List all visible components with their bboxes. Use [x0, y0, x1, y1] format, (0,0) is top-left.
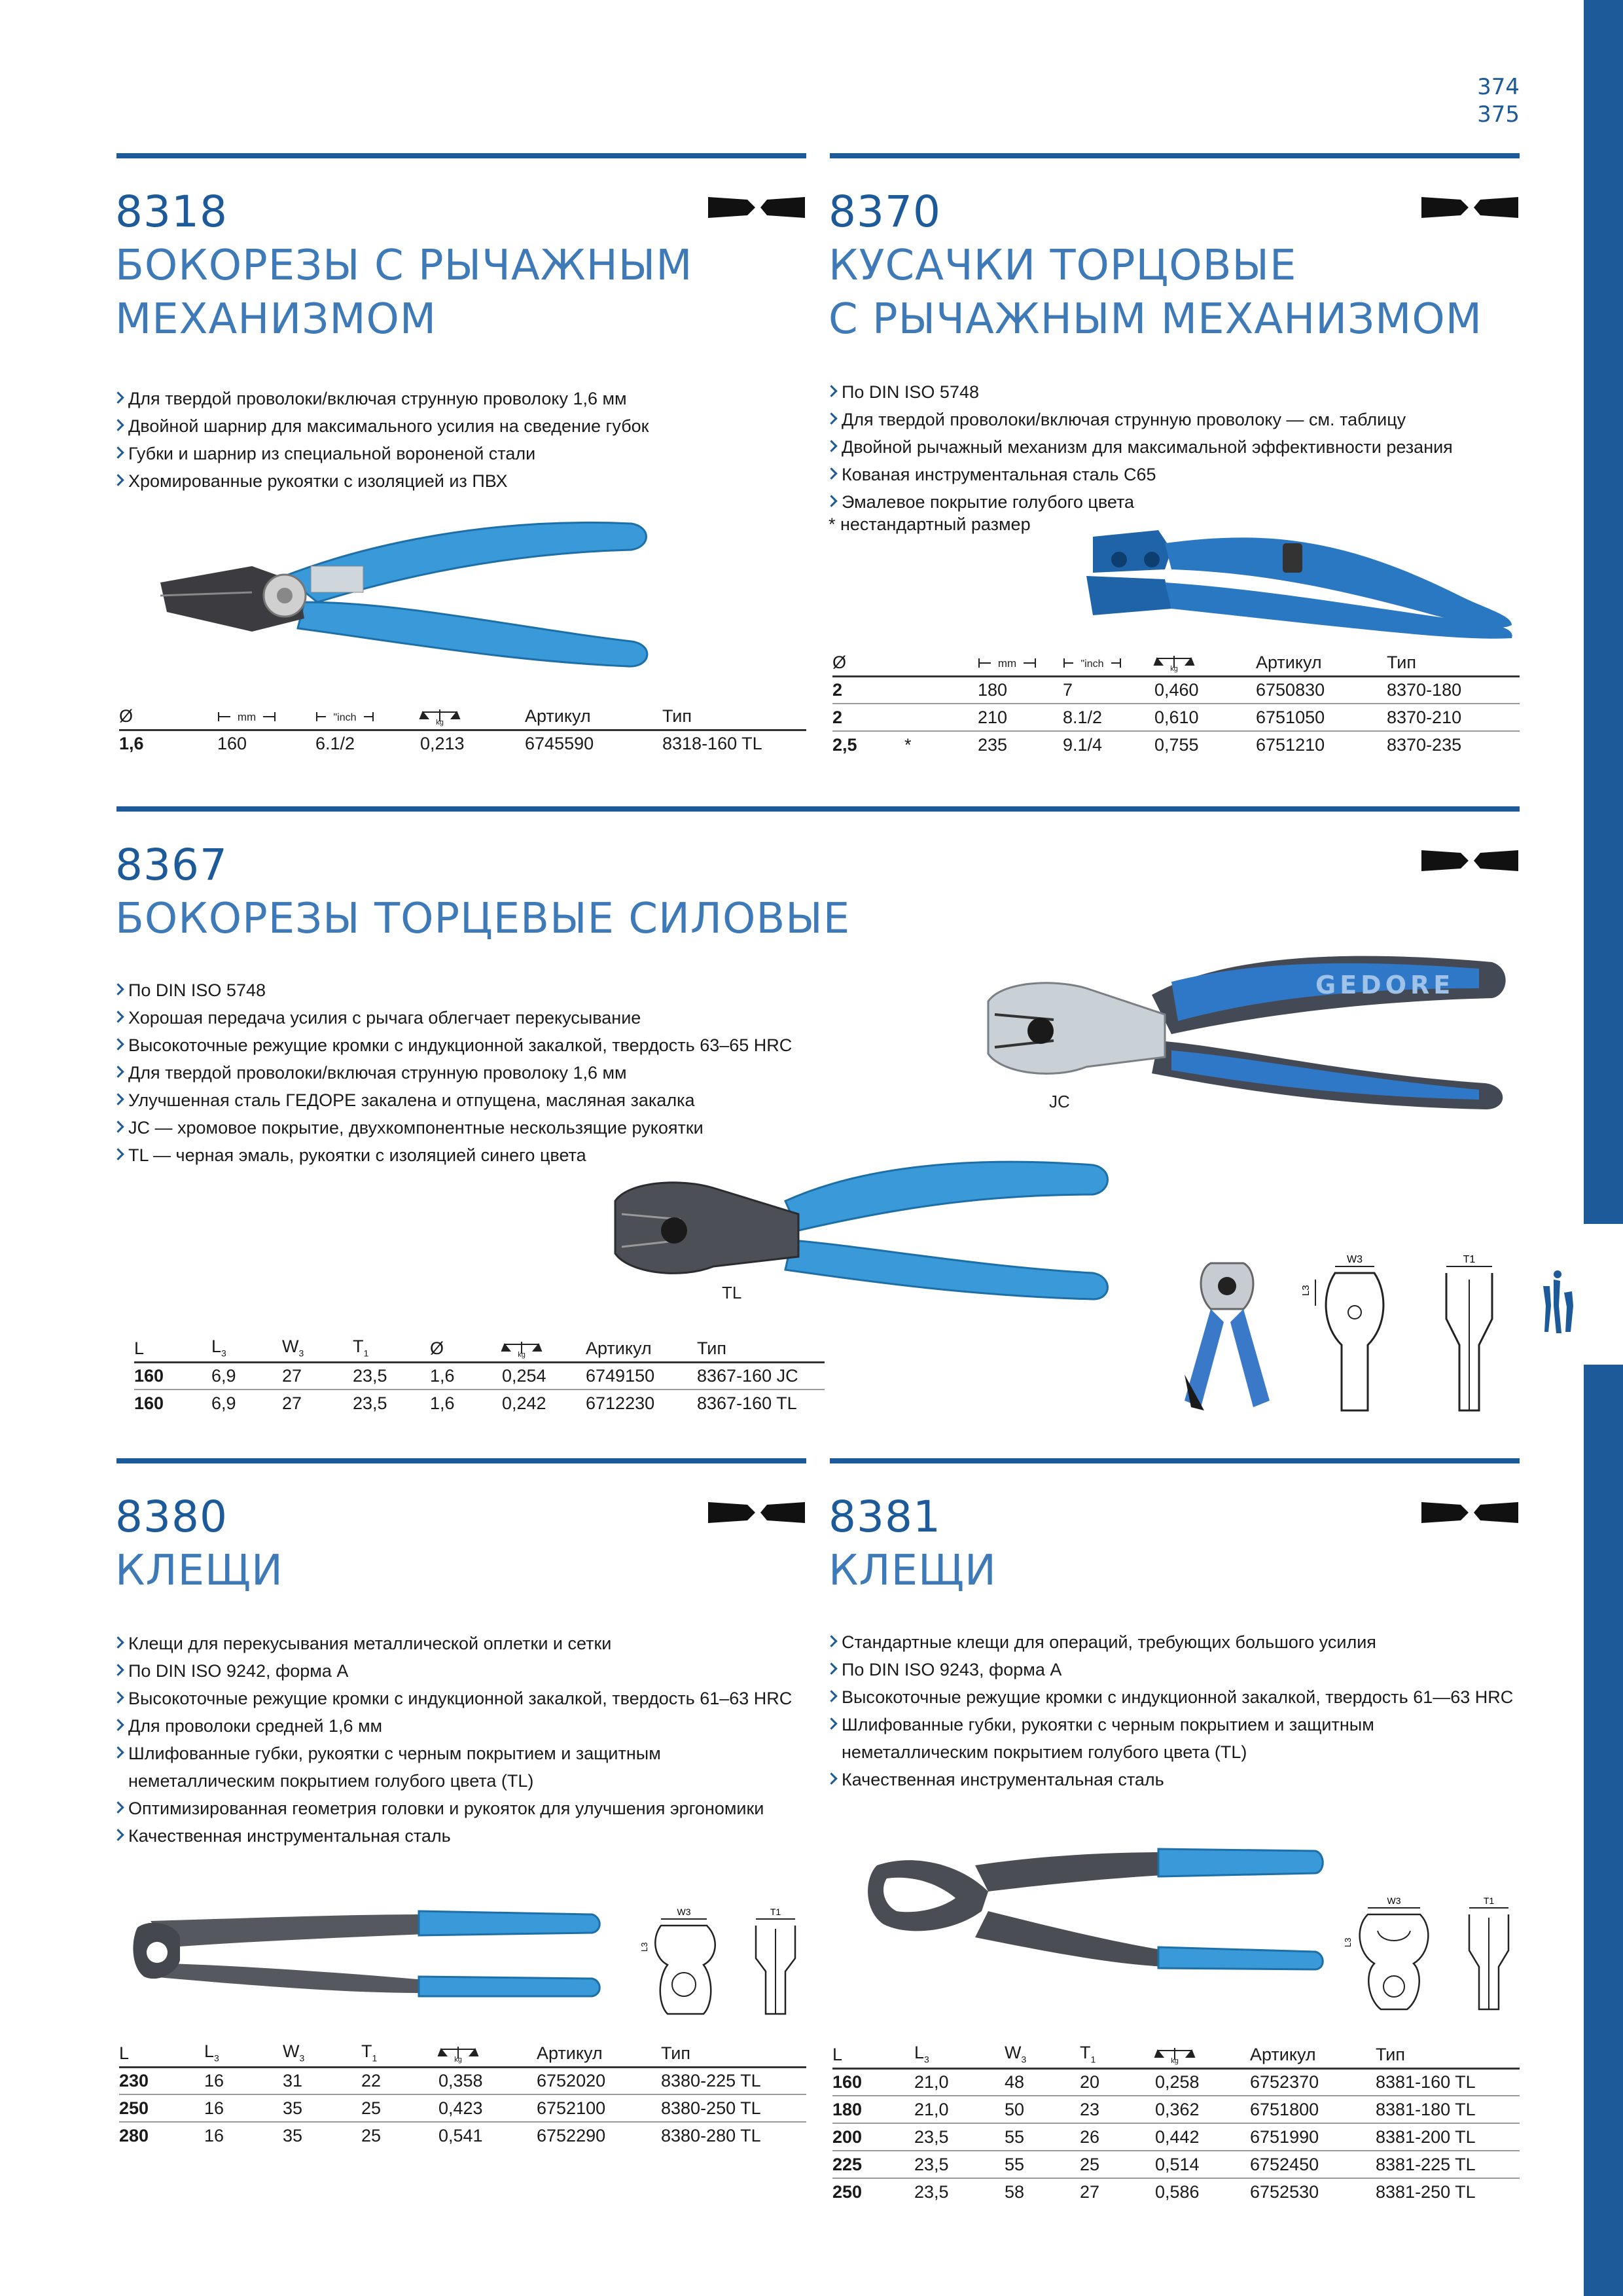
table-header [134, 1336, 825, 1362]
side-cut-icon [708, 194, 805, 221]
page-number-left: 374 [1477, 74, 1520, 100]
section-rule-8318 [116, 153, 806, 158]
cell: 58 [1005, 2182, 1025, 2202]
spec-table-8370 [832, 650, 1520, 759]
cell: 6752450 [1250, 2151, 1376, 2178]
cell: 0,213 [420, 734, 465, 754]
dim-label-w3: W3 [1387, 1895, 1401, 1906]
table-row [832, 2068, 1520, 2096]
end-cut-icon [1421, 194, 1518, 221]
cell: 2 [832, 704, 904, 731]
variant-label-tl: TL [722, 1283, 742, 1302]
table-row [119, 2122, 806, 2149]
page-number-right: 375 [1477, 101, 1520, 128]
cell: 31 [283, 2067, 361, 2094]
dim-label-t1: T1 [1483, 1895, 1495, 1906]
col-header-length-inch [315, 704, 420, 730]
dim-label-t1: T1 [770, 1907, 781, 1917]
cell: 0,514 [1155, 2151, 1250, 2178]
title-line-1: КУСАЧКИ ТОРЦОВЫЕ [829, 242, 1297, 290]
col-header-weight [438, 2041, 537, 2067]
unit-kg-label: kg [1171, 2057, 1179, 2066]
inch-length-icon [1063, 656, 1122, 670]
end-cut-icon [1421, 1499, 1518, 1526]
cell [904, 676, 978, 704]
product-title-8370 [829, 239, 1482, 346]
tool-detail-photo-8367 [1171, 1257, 1283, 1414]
cell: 0,442 [1155, 2123, 1250, 2151]
col-header-type: Тип [661, 2041, 806, 2067]
tool-image-8381 [857, 1839, 1329, 1970]
cell: 7 [1063, 676, 1154, 704]
header-text: W [1005, 2043, 1022, 2063]
cell: 6.1/2 [315, 734, 355, 754]
cell: 0,254 [502, 1362, 586, 1390]
spec-table-8381 [832, 2042, 1520, 2206]
feature-list-8367 [113, 977, 963, 1169]
table-row [832, 676, 1520, 704]
table-header [119, 2041, 806, 2067]
mm-length-icon [978, 656, 1037, 670]
cell: 8381-180 TL [1376, 2096, 1520, 2123]
feature-item: Высокоточные режущие кромки с индукционной закалкой, твердость 61–63 HRC [113, 1685, 806, 1712]
col-header-L3 [211, 1336, 282, 1362]
cell: 8318-160 TL [662, 734, 762, 754]
feature-item: Клещи для перекусывания металлической оплетки и сетки [113, 1630, 806, 1657]
cell: 20 [1080, 2068, 1155, 2096]
cell [904, 704, 978, 731]
cell: 26 [1080, 2123, 1155, 2151]
product-title-8318 [115, 239, 692, 346]
brand-text: GEDORE [1315, 971, 1455, 999]
feature-list-8370 [826, 378, 1520, 516]
cell: 0,242 [502, 1393, 546, 1413]
spec-table-8380 [119, 2041, 806, 2149]
dim-label-w3: W3 [677, 1907, 691, 1917]
col-header-type: Тип [1376, 2042, 1520, 2068]
kg-scale-icon [502, 1340, 541, 1357]
unit-kg-label: kg [1170, 665, 1178, 673]
cell: 200 [832, 2123, 914, 2151]
cell: 8367-160 TL [697, 1393, 797, 1413]
product-title-8367: БОКОРЕЗЫ ТОРЦЕВЫЕ СИЛОВЫЕ [115, 895, 851, 943]
header-text: T [361, 2041, 372, 2062]
dim-label-t1: T1 [1463, 1254, 1476, 1265]
cell: 6749150 [586, 1362, 697, 1390]
table-row [134, 1362, 825, 1390]
cell: 27 [282, 1393, 302, 1413]
cell: 210 [978, 704, 1063, 731]
table-row [832, 2151, 1520, 2178]
cell: 8381-225 TL [1376, 2151, 1520, 2178]
feature-item: По DIN ISO 5748 [113, 977, 963, 1004]
unit-kg-label: kg [454, 2056, 462, 2064]
end-cut-icon [708, 1499, 805, 1526]
cell: * [904, 735, 912, 755]
table-row [832, 2096, 1520, 2123]
dimension-drawing-front-8367 [1302, 1253, 1407, 1417]
table-row [119, 730, 806, 757]
cell: 48 [1005, 2068, 1080, 2096]
cell: 6752530 [1250, 2182, 1319, 2202]
table-row [832, 2178, 1520, 2206]
header-sub: 1 [1090, 2054, 1096, 2065]
feature-item: По DIN ISO 9243, форма A [826, 1656, 1520, 1683]
feature-item: Хромированные рукоятки с изоляцией из ПВХ [113, 467, 806, 495]
cell: 16 [204, 2094, 283, 2122]
cell: 27 [1080, 2182, 1100, 2202]
col-header-article: Артикул [1250, 2042, 1376, 2068]
col-header-length-mm [217, 704, 315, 730]
col-header-article: Артикул [586, 1336, 697, 1362]
header-sub: 3 [924, 2054, 929, 2065]
feature-item: Хорошая передача усилия с рычага облегчает перекусывание [113, 1004, 963, 1031]
mm-length-icon [217, 709, 276, 724]
col-header-L: L [832, 2042, 914, 2068]
header-text: L [204, 2041, 215, 2062]
feature-item: Губки и шарнир из специальной вороненой стали [113, 440, 806, 467]
sidebar-band-top [1584, 0, 1623, 1224]
cell: 25 [1080, 2151, 1155, 2178]
header-text: W [283, 2041, 300, 2062]
feature-item: Для твердой проволоки/включая струнную проволоку 1,6 мм [113, 385, 806, 412]
col-header-length-mm [978, 650, 1063, 676]
inch-length-icon [315, 709, 374, 724]
cell: 230 [119, 2067, 204, 2094]
feature-item: Улучшенная сталь ГЕДОРЕ закалена и отпущена, масляная закалка [113, 1086, 963, 1114]
dimension-drawing-side-8367 [1433, 1253, 1505, 1417]
header-text: T [353, 1336, 364, 1357]
cell: 160 [832, 2068, 914, 2096]
header-sub: 1 [372, 2053, 378, 2064]
section-rule-8381 [830, 1458, 1520, 1463]
cell: 8370-210 [1387, 704, 1520, 731]
cell: 6,9 [211, 1393, 236, 1413]
col-header-L3 [204, 2041, 283, 2067]
cell: 1,6 [430, 1362, 502, 1390]
feature-item: Качественная инструментальная сталь [113, 1822, 806, 1850]
cell: 225 [832, 2151, 914, 2178]
dimension-drawing-side-8380 [746, 1906, 805, 2017]
cell: 22 [361, 2067, 438, 2094]
cell: 250 [832, 2182, 863, 2202]
col-header-type: Тип [1387, 650, 1520, 676]
cell: 21,0 [914, 2068, 1005, 2096]
feature-item: Двойной шарнир для максимального усилия на сведение губок [113, 412, 806, 440]
cell: 25 [361, 2126, 382, 2145]
kg-scale-icon [438, 2045, 478, 2062]
unit-mm-label: mm [237, 711, 257, 724]
cell: 23,5 [353, 1362, 430, 1390]
product-code-8318: 8318 [115, 187, 228, 237]
cell: 6745590 [525, 734, 594, 754]
feature-item: Для твердой проволоки/включая струнную проволоку 1,6 мм [113, 1059, 963, 1086]
unit-inch-label: "inch [333, 712, 357, 724]
cell: 0,541 [438, 2126, 483, 2145]
col-header-type: Тип [662, 704, 806, 730]
col-header-weight [502, 1336, 586, 1362]
col-header-diameter: Ø [430, 1336, 502, 1362]
tool-image-8370 [1067, 511, 1518, 641]
cell: 1,6 [430, 1393, 455, 1413]
cell: 55 [1005, 2151, 1080, 2178]
feature-item: Для твердой проволоки/включая струнную проволоку — см. таблицу [826, 406, 1520, 433]
col-header-W3 [282, 1336, 353, 1362]
section-rule-8370 [830, 153, 1520, 158]
header-text: L [211, 1336, 222, 1357]
header-sub: 1 [363, 1348, 369, 1359]
feature-item: Шлифованные губки, рукоятки с черным покрытием и защитным неметаллическим покрытием голубого цвета (TL) [113, 1740, 767, 1795]
feature-list-8318 [113, 385, 806, 495]
col-header-length-inch [1063, 650, 1154, 676]
col-header-article: Артикул [537, 2041, 661, 2067]
product-code-8380: 8380 [115, 1492, 228, 1542]
nonstandard-size-note: * нестандартный размер [829, 514, 1031, 534]
title-line-2: МЕХАНИЗМОМ [115, 295, 437, 344]
page-numbers [1477, 73, 1520, 128]
cell: 8380-280 TL [661, 2126, 761, 2145]
cell: 23,5 [914, 2123, 1005, 2151]
cell: 6751800 [1250, 2096, 1376, 2123]
unit-inch-label: "inch [1080, 658, 1104, 670]
cell: 6751050 [1256, 704, 1387, 731]
header-text: W [282, 1336, 299, 1357]
cell: 0,460 [1154, 676, 1256, 704]
pliers-category-icon[interactable] [1539, 1260, 1577, 1338]
tool-image-8367-tl [609, 1149, 1106, 1306]
feature-item: По DIN ISO 5748 [826, 378, 1520, 406]
unit-kg-label: kg [518, 1351, 526, 1359]
col-header-L: L [134, 1336, 211, 1362]
feature-item: Стандартные клещи для операций, требующих большого усилия [826, 1628, 1520, 1656]
cell: 35 [283, 2126, 303, 2145]
col-header-diameter: Ø [832, 650, 904, 676]
cell: 0,362 [1155, 2096, 1250, 2123]
cell: 25 [361, 2094, 438, 2122]
cell: 55 [1005, 2123, 1080, 2151]
col-header-article: Артикул [525, 704, 662, 730]
cell: 8370-235 [1387, 735, 1462, 755]
header-text: T [1080, 2043, 1091, 2063]
cell: 6752100 [537, 2094, 661, 2122]
header-sub: 3 [221, 1348, 226, 1359]
col-header-weight [1155, 2042, 1250, 2068]
product-code-8367: 8367 [115, 840, 228, 890]
feature-item: TL — черная эмаль, рукоятки с изоляцией синего цвета [113, 1141, 963, 1169]
cell: 8380-250 TL [661, 2094, 806, 2122]
title-line-1: БОКОРЕЗЫ С РЫЧАЖНЫМ [115, 242, 693, 290]
variant-label-jc: JC [1049, 1092, 1070, 1111]
product-code-8381: 8381 [829, 1492, 941, 1542]
cell: 0,586 [1155, 2182, 1200, 2202]
cell: 160 [134, 1362, 211, 1390]
cell: 23,5 [914, 2182, 949, 2202]
cell: 6712230 [586, 1393, 655, 1413]
unit-mm-label: mm [997, 657, 1017, 670]
feature-item: Качественная инструментальная сталь [826, 1766, 1520, 1793]
header-sub: 3 [214, 2053, 219, 2064]
cell: 2,5 [832, 735, 857, 755]
table-row [832, 731, 1520, 759]
feature-item: Шлифованные губки, рукоятки с черным покрытием и защитным неметаллическим покрытием голубого цвета (TL) [826, 1711, 1480, 1766]
col-header-W3 [1005, 2042, 1080, 2068]
title-line-2: С РЫЧАЖНЫМ МЕХАНИЗМОМ [829, 295, 1482, 344]
cell: 8381-250 TL [1376, 2182, 1476, 2202]
cell: 21,0 [914, 2096, 1005, 2123]
feature-item: Высокоточные режущие кромки с индукционной закалкой, твердость 63–65 HRC [113, 1031, 963, 1059]
cell: 23,5 [353, 1393, 387, 1413]
cell: 6751210 [1256, 735, 1325, 755]
kg-scale-icon [1155, 2047, 1194, 2064]
cell: 160 [134, 1393, 164, 1413]
cell: 8367-160 JC [697, 1362, 825, 1390]
sidebar-band-bottom [1584, 1365, 1623, 2296]
header-sub: 3 [299, 2053, 305, 2064]
cell: 27 [282, 1362, 353, 1390]
cell: 6750830 [1256, 676, 1387, 704]
section-rule-8380 [116, 1458, 806, 1463]
table-header [832, 2042, 1520, 2068]
cell: 23,5 [914, 2151, 1005, 2178]
cell: 6752020 [537, 2067, 661, 2094]
feature-list-8381 [826, 1628, 1520, 1793]
cell: 180 [832, 2096, 914, 2123]
cell: 6,9 [211, 1362, 282, 1390]
col-header-weight [420, 704, 525, 730]
cell: 8.1/2 [1063, 704, 1154, 731]
product-title-8380: КЛЕЩИ [115, 1547, 283, 1595]
table-row [832, 2123, 1520, 2151]
col-header-T1 [1080, 2042, 1155, 2068]
tool-image-8318 [154, 504, 651, 674]
dimension-drawing-front-8381 [1342, 1895, 1440, 2013]
table-row [134, 1390, 825, 1417]
cell: 6751990 [1250, 2123, 1376, 2151]
cell: 9.1/4 [1063, 735, 1103, 755]
cell: 0,423 [438, 2094, 537, 2122]
dim-label-l3: L3 [1300, 1285, 1311, 1296]
cell: 2 [832, 676, 904, 704]
dim-label-l3: L3 [1343, 1937, 1353, 1947]
feature-item: Эмалевое покрытие голубого цвета [826, 488, 1520, 516]
cell: 16 [204, 2126, 224, 2145]
col-header-type: Тип [697, 1336, 825, 1362]
cell: 0,358 [438, 2067, 537, 2094]
cell: 250 [119, 2094, 204, 2122]
col-header-W3 [283, 2041, 361, 2067]
feature-item: Высокоточные режущие кромки с индукционной закалкой, твердость 61—63 HRC [826, 1683, 1520, 1711]
col-header-article: Артикул [1256, 650, 1387, 676]
col-header-note [904, 650, 978, 676]
col-header-L3 [914, 2042, 1005, 2068]
cell: 0,258 [1155, 2068, 1250, 2096]
feature-item: JC — хромовое покрытие, двухкомпонентные нескользящие рукоятки [113, 1114, 963, 1141]
cell: 23 [1080, 2096, 1155, 2123]
feature-item: Оптимизированная геометрия головки и рукояток для улучшения эргономики [113, 1795, 806, 1822]
feature-item: По DIN ISO 9242, форма A [113, 1657, 806, 1685]
col-header-T1 [353, 1336, 430, 1362]
table-row [119, 2094, 806, 2122]
cell: 180 [978, 676, 1063, 704]
header-sub: 3 [1021, 2054, 1027, 2065]
cell: 8381-160 TL [1376, 2068, 1520, 2096]
col-header-L: L [119, 2041, 204, 2067]
cell: 0,755 [1154, 735, 1199, 755]
table-header [119, 704, 806, 730]
header-text: L [914, 2043, 925, 2063]
col-header-diameter: Ø [119, 704, 217, 730]
cell: 280 [119, 2126, 149, 2145]
section-rule-8367 [116, 806, 1520, 812]
cell: 8370-180 [1387, 676, 1520, 704]
feature-item: Двойной рычажный механизм для максимальной эффективности резания [826, 433, 1520, 461]
spec-table-8367 [134, 1336, 825, 1417]
cell: 8381-200 TL [1376, 2123, 1520, 2151]
cell: 0,610 [1154, 704, 1256, 731]
feature-list-8380 [113, 1630, 806, 1850]
dim-label-l3: L3 [639, 1942, 649, 1952]
cell: 6752290 [537, 2126, 606, 2145]
end-cut-icon [1421, 848, 1518, 874]
table-row [119, 2067, 806, 2094]
unit-kg-label: kg [436, 719, 444, 727]
cell: 1,6 [119, 734, 144, 754]
feature-item: Кованая инструментальная сталь C65 [826, 461, 1520, 488]
spec-table-8318 [119, 704, 806, 757]
table-header [832, 650, 1520, 676]
kg-scale-icon [1154, 655, 1194, 672]
product-code-8370: 8370 [829, 187, 941, 237]
feature-item: Для проволоки средней 1,6 мм [113, 1712, 806, 1740]
cell: 160 [217, 734, 247, 754]
cell: 6752370 [1250, 2068, 1376, 2096]
dim-label-w3: W3 [1347, 1254, 1363, 1265]
header-sub: 3 [298, 1348, 304, 1359]
tool-image-8380 [131, 1901, 602, 2000]
dimension-drawing-side-8381 [1459, 1895, 1518, 2013]
cell: 16 [204, 2067, 283, 2094]
cell: 8380-225 TL [661, 2067, 806, 2094]
kg-scale-icon [420, 708, 459, 725]
col-header-T1 [361, 2041, 438, 2067]
tool-image-8367-jc [975, 942, 1512, 1113]
product-title-8381: КЛЕЩИ [829, 1547, 997, 1595]
cell: 235 [978, 735, 1008, 755]
table-row [832, 704, 1520, 731]
cell: 50 [1005, 2096, 1080, 2123]
cell: 35 [283, 2094, 361, 2122]
col-header-weight [1154, 650, 1256, 676]
dimension-drawing-front-8380 [638, 1906, 723, 2017]
